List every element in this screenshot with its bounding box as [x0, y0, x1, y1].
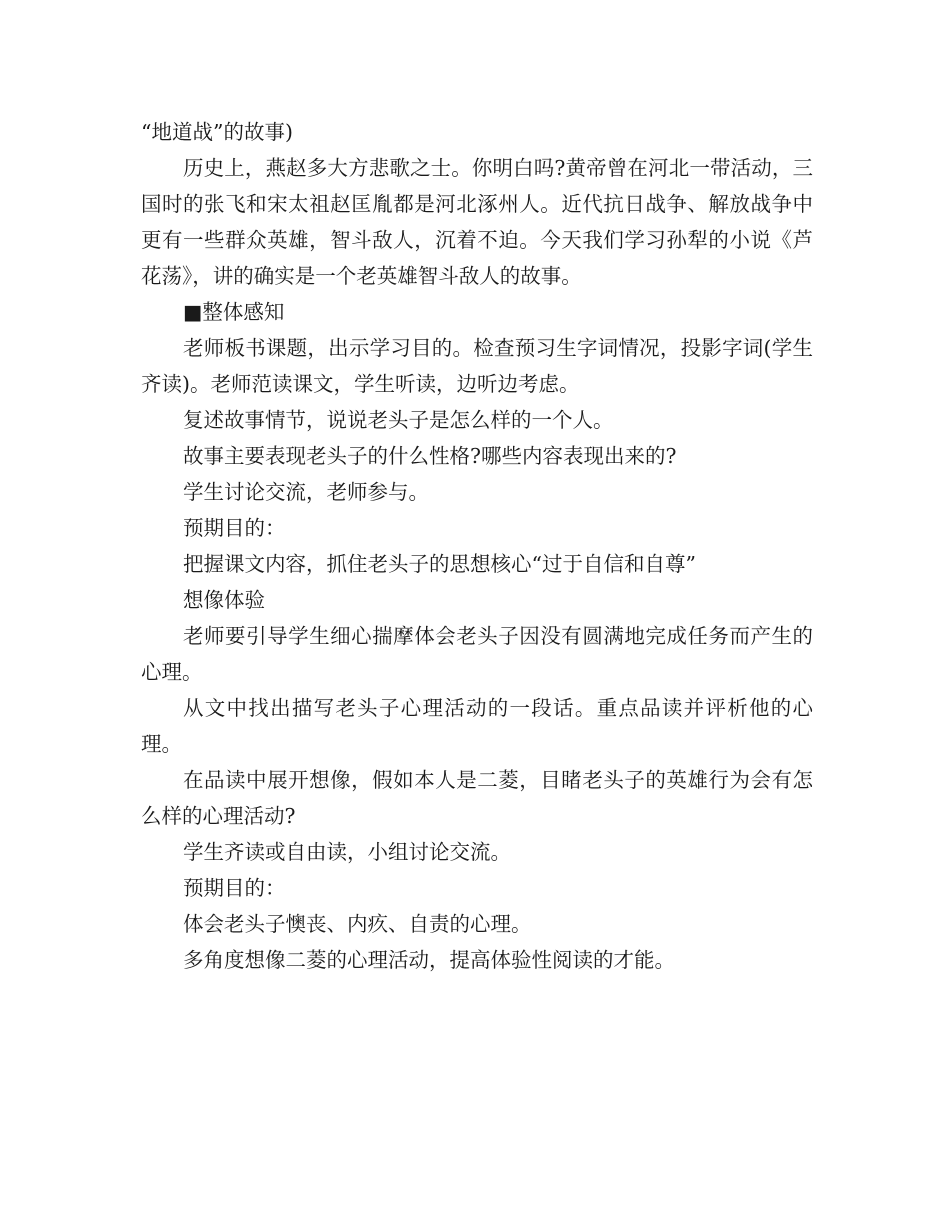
paragraph-16: 体会老头子懊丧、内疚、自责的心理。	[183, 912, 532, 936]
paragraph-2: 历史上，燕赵多大方悲歌之士。你明白吗?黄帝曾在河北一带活动，三国时的张飞和宋太祖赵匡胤都是河北涿州人。近代抗日战争、解放战争中更有一些群众英雄，智斗敌人，沉着不迫。今天我们学习孙犁的小说《芦花荡》，讲的确实是一个老英雄智斗敌人的故事。	[141, 156, 813, 288]
paragraph-14: 学生齐读或自由读，小组讨论交流。	[183, 840, 511, 864]
paragraph-8: 预期目的：	[183, 516, 286, 540]
paragraph-7: 学生讨论交流，老师参与。	[183, 480, 429, 504]
paragraph-6: 故事主要表现老头子的什么性格?哪些内容表现出来的?	[183, 444, 677, 468]
section-heading-overall-perception: ■整体感知	[183, 300, 285, 324]
paragraph-11: 老师要引导学生细心揣摩体会老头子因没有圆满地完成任务而产生的心理。	[141, 624, 813, 684]
paragraph-15: 预期目的：	[183, 876, 286, 900]
paragraph-13: 在品读中展开想像，假如本人是二菱，目睹老头子的英雄行为会有怎么样的心理活动?	[141, 768, 813, 828]
section-heading-imagination: 想像体验	[183, 588, 265, 612]
paragraph-5: 复述故事情节，说说老头子是怎么样的一个人。	[183, 408, 614, 432]
paragraph-12: 从文中找出描写老头子心理活动的一段话。重点品读并评析他的心理。	[141, 696, 813, 756]
document-body	[141, 114, 813, 978]
paragraph-1: “地道战”的故事)	[141, 120, 293, 144]
paragraph-4: 老师板书课题，出示学习目的。检查预习生字词情况，投影字词(学生齐读)。老师范读课文，学生听读，边听边考虑。	[141, 336, 813, 396]
paragraph-9: 把握课文内容，抓住老头子的思想核心“过于自信和自尊”	[183, 552, 696, 576]
paragraph-17: 多角度想像二菱的心理活动，提高体验性阅读的才能。	[183, 948, 675, 972]
